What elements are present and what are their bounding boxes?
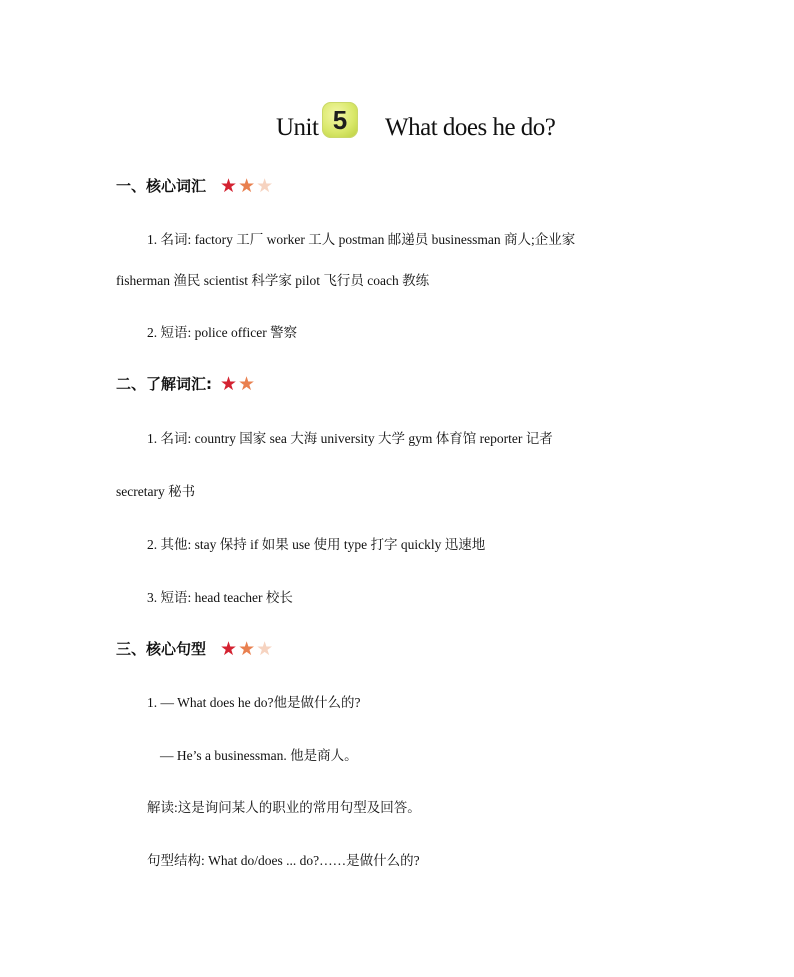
star-icon: ★ xyxy=(256,637,274,660)
core-vocab-nouns-line1: 1. 名词: factory 工厂 worker 工人 postman 邮递员 businessman 商人;企业家 xyxy=(147,232,576,247)
star-icon: ★ xyxy=(238,372,256,395)
core-vocab-nouns-line2: fisherman 渔民 scientist 科学家 pilot 飞行员 coach 教练 xyxy=(116,273,430,288)
star-icon: ★ xyxy=(256,174,274,197)
extra-vocab-nouns-line2: secretary 秘书 xyxy=(116,484,196,499)
star-icon: ★ xyxy=(220,372,238,395)
difficulty-stars xyxy=(220,637,274,660)
section-heading-text: 一、核心词汇 xyxy=(116,177,207,195)
core-vocab-phrases: 2. 短语: police officer 警察 xyxy=(147,325,298,340)
section-heading-core-sentences xyxy=(116,638,274,660)
sentence-structure: 句型结构: What do/does ... do?……是做什么的? xyxy=(147,853,420,868)
difficulty-stars xyxy=(220,372,256,395)
unit-title-text: What does he do? xyxy=(385,114,556,141)
star-icon: ★ xyxy=(220,174,238,197)
section-heading-text: 三、核心句型 xyxy=(116,640,207,658)
section-heading-extra-vocab xyxy=(116,373,256,395)
section-heading-core-vocab xyxy=(116,175,274,197)
extra-vocab-nouns-line1: 1. 名词: country 国家 sea 大海 university 大学 gym 体育馆 reporter 记者 xyxy=(147,431,553,446)
difficulty-stars xyxy=(220,174,274,197)
extra-vocab-others: 2. 其他: stay 保持 if 如果 use 使用 type 打字 quickly 迅速地 xyxy=(147,537,486,552)
section-heading-text: 二、了解词汇: xyxy=(116,375,212,393)
sentence-answer: — He’s a businessman. 他是商人。 xyxy=(160,748,358,763)
unit-number: 5 xyxy=(332,105,348,135)
unit-title xyxy=(0,100,794,150)
sentence-question: 1. — What does he do?他是做什么的? xyxy=(147,695,361,710)
star-icon: ★ xyxy=(238,637,256,660)
unit-number-badge xyxy=(322,102,358,138)
extra-vocab-phrases: 3. 短语: head teacher 校长 xyxy=(147,590,293,605)
star-icon: ★ xyxy=(220,637,238,660)
sentence-explanation: 解读:这是询问某人的职业的常用句型及回答。 xyxy=(147,800,421,815)
unit-word: Unit xyxy=(276,114,319,141)
star-icon: ★ xyxy=(238,174,256,197)
